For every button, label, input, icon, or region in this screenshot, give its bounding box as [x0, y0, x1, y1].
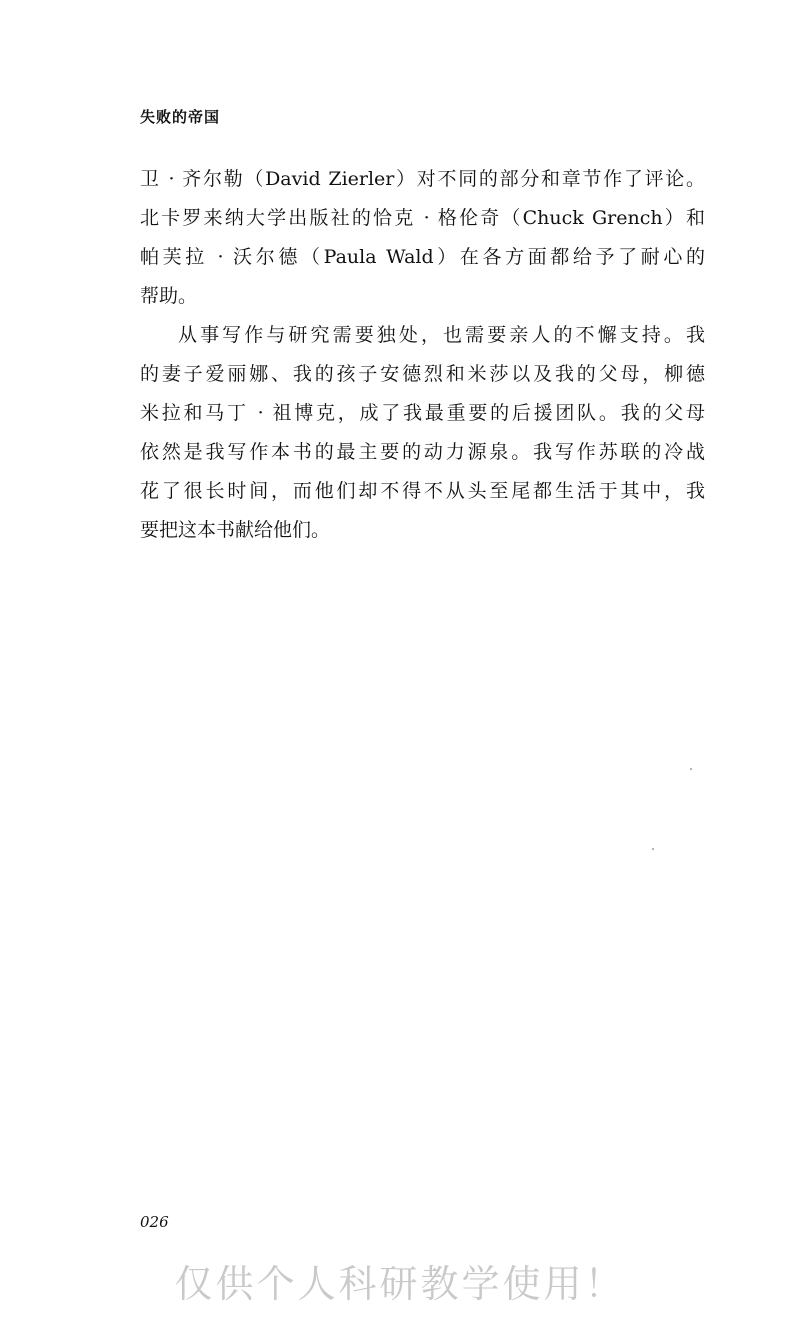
- text-line: 从事写作与研究需要独处，也需要亲人的不懈支持。我: [178, 324, 705, 346]
- text-line: 帕芙拉 · 沃尔德（Paula Wald）在各方面都给予了耐心的: [140, 246, 705, 268]
- running-header-title: 失败的帝国: [140, 108, 221, 126]
- text-line: 的妻子爱丽娜、我的孩子安德烈和米莎以及我的父母，柳德: [140, 363, 705, 385]
- text-line: 帮助。: [140, 285, 198, 307]
- text-line: 依然是我写作本书的最主要的动力源泉。我写作苏联的冷战: [140, 441, 705, 463]
- text-line: 米拉和马丁 · 祖博克，成了我最重要的后援团队。我的父母: [140, 402, 705, 424]
- text-line: 卫 · 齐尔勒（David Zierler）对不同的部分和章节作了评论。: [140, 168, 705, 190]
- text-line: 北卡罗来纳大学出版社的恰克 · 格伦奇（Chuck Grench）和: [140, 207, 705, 229]
- page-number: 026: [140, 1213, 169, 1231]
- body-text: [140, 160, 705, 550]
- scan-speck: [652, 848, 654, 850]
- text-line: 花了很长时间，而他们却不得不从头至尾都生活于其中，我: [140, 480, 705, 502]
- watermark: 仅供个人科研教学使用！: [174, 1262, 626, 1306]
- text-line: 要把这本书献给他们。: [140, 519, 331, 541]
- scan-speck: [690, 768, 692, 770]
